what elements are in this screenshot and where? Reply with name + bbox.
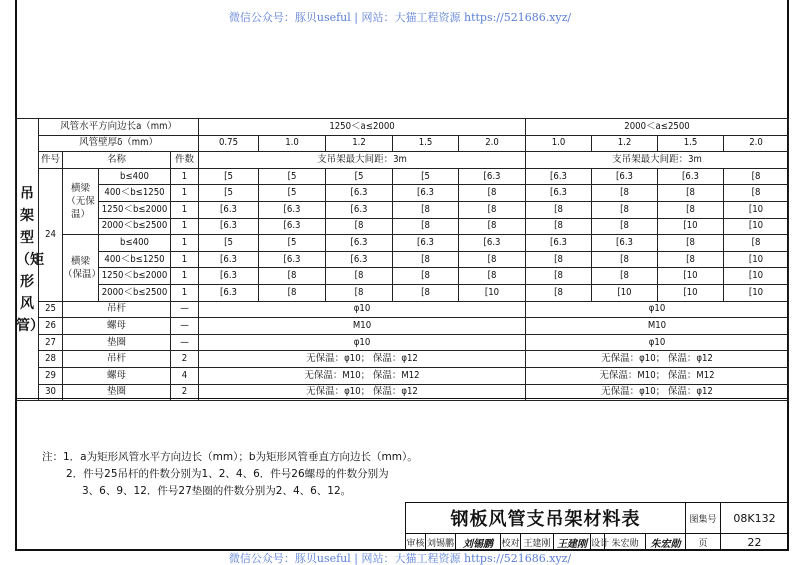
channel-size: [10 [724,251,789,268]
title-block [405,502,789,551]
spec-range-1: 无保温：φ10； 保温：φ12 [199,384,526,401]
col-no-header: 件号 [39,152,63,169]
channel-size: [8 [259,268,326,285]
beam-group-label: 横梁（无保温） [63,168,99,234]
channel-size: [8 [658,201,724,218]
note-1: 注：1．a为矩形风管水平方向边长（mm）；b为矩形风管垂直方向边长（mm）。 [42,451,418,463]
table-row [16,218,789,235]
thickness-value: 1.5 [658,135,724,152]
quantity: 1 [171,185,199,202]
channel-size: [6.3 [592,235,658,252]
quantity: 1 [171,284,199,301]
channel-size: [10 [724,218,789,235]
channel-size: [8 [459,185,526,202]
atlas-number: 08K132 [721,503,789,534]
drawing-title: 钢板风管支吊架材料表 [406,503,686,534]
channel-size: [8 [459,251,526,268]
checker-name: 王建刚 [521,534,554,551]
notes [42,449,418,500]
channel-size: [8 [592,251,658,268]
spec-range-1: 无保温：φ10； 保温：φ12 [199,351,526,368]
channel-size: [8 [526,251,592,268]
quantity: — [171,334,199,351]
table-row [16,185,789,202]
quantity: — [171,318,199,335]
channel-size: [10 [658,268,724,285]
channel-size: [8 [724,185,789,202]
spec-range-2: φ10 [526,301,789,318]
thickness-value: 1.0 [259,135,326,152]
quantity: 1 [171,251,199,268]
header-a-label: 风管水平方向边长a（mm） [39,119,199,136]
quantity: 2 [171,384,199,401]
item-name: 垫圈 [63,384,171,401]
range-1: 1250＜a≤2000 [199,119,526,136]
channel-size: [8 [393,284,459,301]
channel-size: [8 [592,268,658,285]
spec-range-2: 无保温：φ10； 保温：φ12 [526,351,789,368]
channel-size: [6.3 [326,251,393,268]
channel-size: [8 [658,251,724,268]
channel-size: [8 [724,235,789,252]
channel-size: [6.3 [199,284,259,301]
channel-size: [6.3 [592,168,658,185]
table-row [16,284,789,301]
channel-size: [6.3 [459,168,526,185]
thickness-value: 2.0 [724,135,789,152]
channel-size: [6.3 [326,235,393,252]
channel-size: [5 [199,235,259,252]
channel-size: [8 [592,201,658,218]
b-range: 2000＜b≤2500 [99,218,171,235]
b-range: 2000＜b≤2500 [99,284,171,301]
quantity: 2 [171,351,199,368]
table-row [16,351,789,368]
spec-range-2: φ10 [526,334,789,351]
designer-signature: 朱宏勋 [646,534,686,551]
channel-size: [8 [326,268,393,285]
channel-size: [8 [526,218,592,235]
table-row [16,268,789,285]
table-row [16,367,789,384]
quantity: 1 [171,268,199,285]
item-number: 30 [39,384,63,401]
col-qty-header: 件数 [171,152,199,169]
channel-size: [6.3 [658,168,724,185]
channel-size: [6.3 [393,235,459,252]
channel-size: [8 [393,201,459,218]
channel-size: [8 [259,284,326,301]
quantity: — [171,301,199,318]
quantity: 1 [171,168,199,185]
channel-size: [6.3 [259,201,326,218]
spec-range-2: 无保温：φ10； 保温：φ12 [526,384,789,401]
channel-size: [6.3 [526,168,592,185]
item-name: 螺母 [63,367,171,384]
b-range: 400＜b≤1250 [99,185,171,202]
spacing-1: 支吊架最大间距：3m [199,152,526,169]
channel-size: [6.3 [199,268,259,285]
channel-size: [5 [199,185,259,202]
channel-size: [10 [459,284,526,301]
channel-size: [10 [592,284,658,301]
channel-size: [5 [259,185,326,202]
note-2-cont: 3、6、9、12．件号27垫圈的件数分别为2、4、6、12。 [82,485,352,497]
channel-size: [5 [259,235,326,252]
check-label: 校对 [501,534,521,551]
side-label: 吊架型（矩形风管） [16,119,39,401]
channel-size: [6.3 [526,185,592,202]
spec-range-2: 无保温：M10； 保温：M12 [526,367,789,384]
channel-size: [8 [393,251,459,268]
page-label: 页 [686,534,721,551]
channel-size: [8 [526,268,592,285]
table-row [16,251,789,268]
channel-size: [10 [724,201,789,218]
channel-size: [6.3 [326,201,393,218]
b-range: 1250＜b≤2000 [99,201,171,218]
page-number: 22 [721,534,789,551]
channel-size: [8 [526,284,592,301]
reviewer-name: 刘锡鹏 [426,534,456,551]
channel-size: [6.3 [199,218,259,235]
beam-group-label: 横梁（保温） [63,235,99,301]
b-range: 1250＜b≤2000 [99,268,171,285]
watermark-bottom: 微信公众号：豚贝useful | 网站：大猫工程资源 https://521686.xyz/ [228,552,572,565]
item-name: 吊杆 [63,351,171,368]
watermark-top: 微信公众号：豚贝useful | 网站：大猫工程资源 https://521686.xyz/ [228,11,572,24]
channel-size: [8 [459,268,526,285]
channel-size: [6.3 [259,251,326,268]
channel-size: [10 [658,218,724,235]
item-name: 吊杆 [63,301,171,318]
channel-size: [8 [459,201,526,218]
channel-size: [8 [459,218,526,235]
channel-size: [6.3 [326,185,393,202]
channel-size: [5 [259,168,326,185]
channel-size: [6.3 [259,218,326,235]
col-name-header: 名称 [63,152,171,169]
channel-size: [8 [724,168,789,185]
table-row [16,201,789,218]
thickness-value: 1.2 [326,135,393,152]
table-row [16,334,789,351]
channel-size: [6.3 [199,201,259,218]
thickness-value: 1.5 [393,135,459,152]
item-name: 螺母 [63,318,171,335]
spec-range-2: M10 [526,318,789,335]
spec-range-1: φ10 [199,334,526,351]
channel-size: [6.3 [459,235,526,252]
channel-size: [5 [393,168,459,185]
item-number: 25 [39,301,63,318]
channel-size: [5 [326,168,393,185]
atlas-label: 图集号 [686,503,721,534]
channel-size: [6.3 [393,185,459,202]
spec-range-1: M10 [199,318,526,335]
channel-size: [8 [326,284,393,301]
item-number: 28 [39,351,63,368]
channel-size: [6.3 [526,235,592,252]
thickness-label: 风管壁厚δ（mm） [39,135,199,152]
channel-size: [8 [592,185,658,202]
designer-name: 朱宏勋 [605,534,646,551]
channel-size: [8 [526,201,592,218]
channel-size: [10 [724,268,789,285]
note-2: 2．件号25吊杆的件数分别为1、2、4、6．件号26螺母的件数分别为 [66,468,389,480]
b-range: b≤400 [99,235,171,252]
channel-size: [8 [326,218,393,235]
b-range: 400＜b≤1250 [99,251,171,268]
table-row [16,318,789,335]
range-2: 2000＜a≤2500 [526,119,789,136]
item-name: 垫圈 [63,334,171,351]
channel-size: [8 [592,218,658,235]
checker-signature: 王建刚 [554,534,591,551]
quantity: 1 [171,235,199,252]
material-table [15,118,789,401]
review-label: 审核 [406,534,426,551]
channel-size: [8 [658,235,724,252]
spec-range-1: φ10 [199,301,526,318]
channel-size: [8 [393,268,459,285]
channel-size: [10 [724,284,789,301]
channel-size: [6.3 [199,251,259,268]
table-row [16,235,789,252]
channel-size: [8 [393,218,459,235]
spacing-2: 支吊架最大间距：3m [526,152,789,169]
table-row [16,301,789,318]
quantity: 4 [171,367,199,384]
thickness-value: 2.0 [459,135,526,152]
design-label: 设计 [591,534,605,551]
thickness-value: 0.75 [199,135,259,152]
b-range: b≤400 [99,168,171,185]
thickness-value: 1.2 [592,135,658,152]
item-number: 27 [39,334,63,351]
quantity: 1 [171,218,199,235]
item-number: 29 [39,367,63,384]
divider [15,398,789,399]
thickness-value: 1.0 [526,135,592,152]
table-row [16,168,789,185]
item-number: 26 [39,318,63,335]
channel-size: [8 [658,185,724,202]
channel-size: [5 [199,168,259,185]
spec-range-1: 无保温：M10； 保温：M12 [199,367,526,384]
item-number: 24 [39,168,63,301]
channel-size: [10 [658,284,724,301]
quantity: 1 [171,201,199,218]
reviewer-signature: 刘锡鹏 [456,534,501,551]
